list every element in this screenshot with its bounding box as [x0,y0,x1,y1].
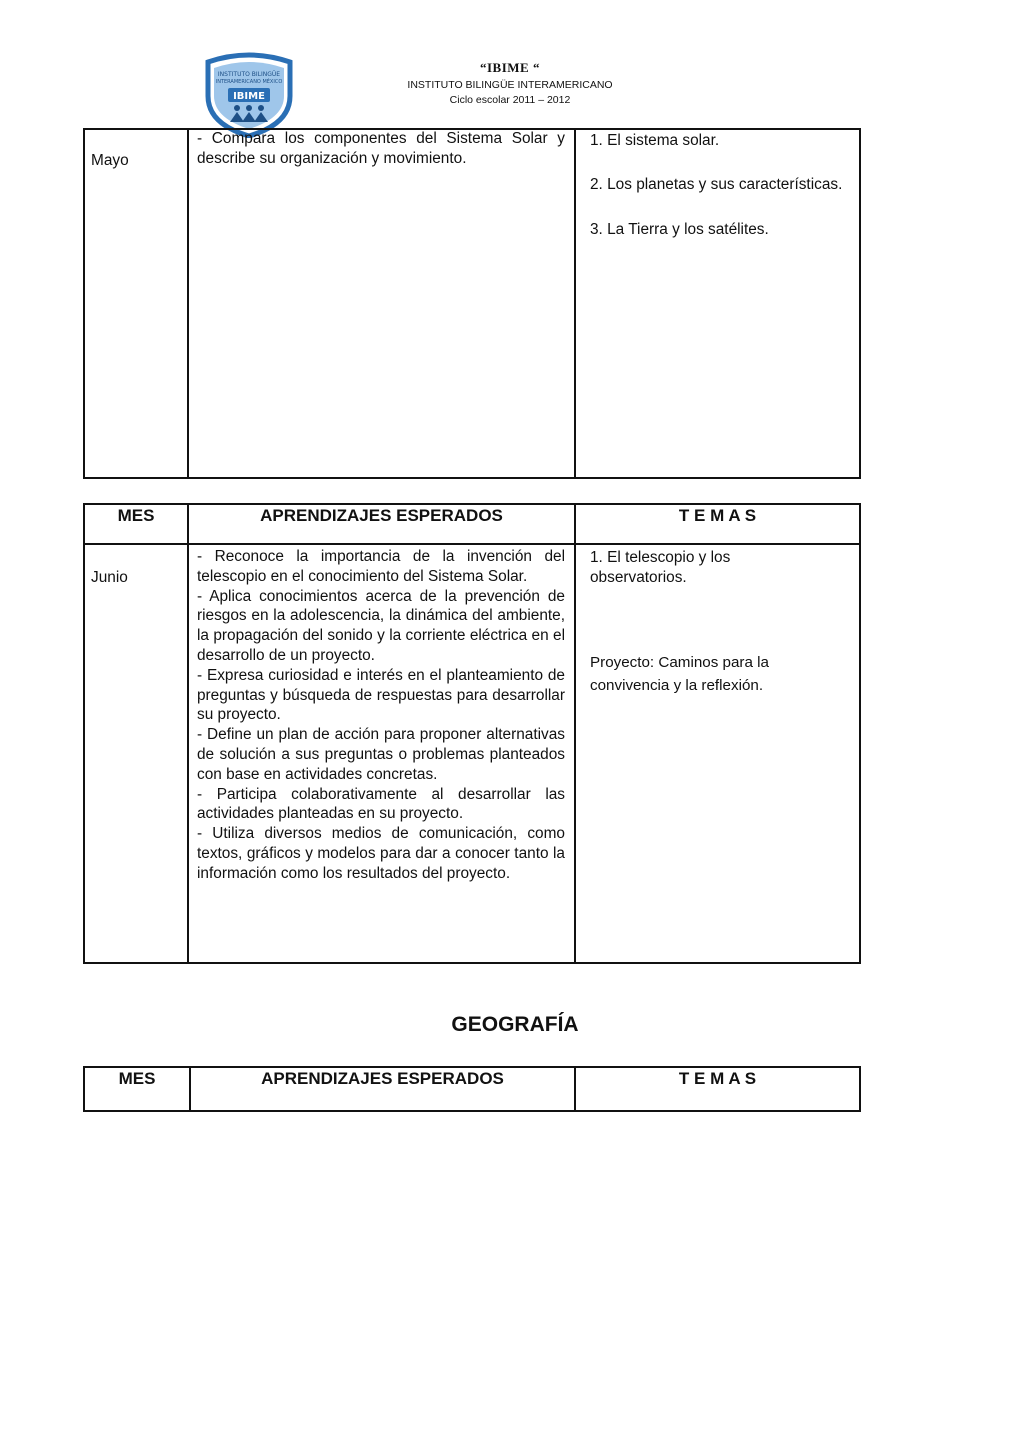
logo-text-ibime: IBIME [233,91,265,102]
logo-text-line1: INSTITUTO BILINGÜE [217,71,281,78]
header-month: MES [117,506,155,525]
school-logo [200,52,298,138]
learning-item: - Utiliza diversos medios de comunicación, como textos, gráficos y modelos para dar a conocer tanto la información como los resultados del proyecto. [197,825,565,882]
topics-cell [590,131,852,239]
month-cell: Junio [91,569,128,586]
document-title: “IBIME “ [480,60,540,75]
header-topics: T E M A S [678,1069,757,1088]
learning-item: - Define un plan de acción para proponer alternativas de solución a sus preguntas o problemas planteados con base en actividades concretas. [197,726,565,783]
learning-item: - Participa colaborativamente al desarrollar las actividades planteadas en su proyecto. [197,785,565,823]
learning-item: - Expresa curiosidad e interés en el planteamiento de preguntas y búsqueda de respuestas para desarrollar su proyecto. [197,666,565,724]
project-topic: Proyecto: Caminos para la convivencia y la reflexión. [590,654,769,694]
learning-cell [197,129,565,169]
header-learning: APRENDIZAJES ESPERADOS [260,506,503,525]
learning-item: - Aplica conocimientos acerca de la prevención de riesgos en la adolescencia, la dinámica del ambiente, la propagación del sonido y la corriente eléctrica en el desarrollo de un proyecto. [197,587,565,664]
month-cell: Mayo [91,152,129,169]
topics-cell [590,548,770,588]
topic-item: 2. Los planetas y sus características. [590,175,843,193]
section-title-geografia: GEOGRAFÍA [451,1013,579,1036]
topic-item: 1. El telescopio y los observatorios. [590,549,731,586]
header-learning: APRENDIZAJES ESPERADOS [261,1069,504,1088]
header-topics: T E M A S [678,506,757,525]
learning-cell [197,547,565,884]
institution-name: INSTITUTO BILINGÜE INTERAMERICANO [407,79,613,91]
learning-item: - Compara los componentes del Sistema Solar y describe su organización y movimiento. [197,130,565,167]
topic-item: 1. El sistema solar. [590,132,720,149]
learning-item: - Reconoce la importancia de la invención del telescopio en el conocimiento del Sistema Solar. [197,548,565,585]
topic-item: 3. La Tierra y los satélites. [590,220,769,238]
header-month: MES [118,1069,156,1088]
school-year: Ciclo escolar 2011 – 2012 [449,94,571,106]
logo-text-line2: INTERAMERICANO MÉXICO [215,79,283,85]
